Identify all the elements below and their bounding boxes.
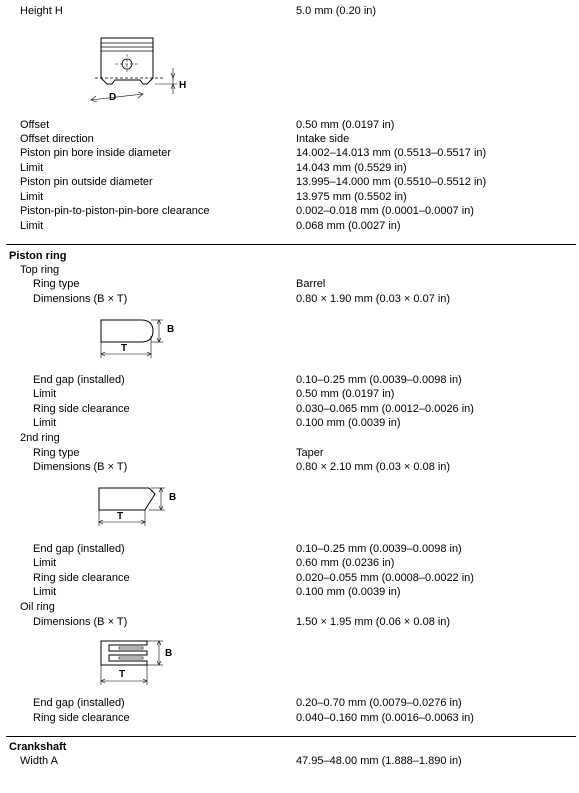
spec-label: Dimensions (B × T) [33, 461, 128, 473]
dimension-b-label: B [167, 324, 175, 335]
spec-value: 47.95–48.00 mm (1.888–1.890 in) [296, 755, 462, 767]
spec-value: 0.80 × 1.90 mm (0.03 × 0.07 in) [296, 293, 451, 305]
spec-label: Ring side clearance [33, 403, 130, 415]
subsection-title-2nd-ring: 2nd ring [20, 432, 60, 444]
spec-label: Limit [33, 557, 57, 569]
spec-value: 13.995–14.000 mm (0.5510–0.5512 in) [296, 176, 487, 188]
dimension-b-label: B [165, 648, 173, 659]
spec-value: 0.10–0.25 mm (0.0039–0.0098 in) [296, 543, 462, 555]
spec-value: 14.043 mm (0.5529 in) [296, 162, 407, 174]
spec-label: End gap (installed) [33, 374, 125, 386]
oil-ring-diagram [95, 637, 185, 689]
spec-label: Limit [20, 162, 44, 174]
dimension-t-label: T [121, 343, 128, 354]
dimension-h-label: H [179, 80, 187, 91]
subsection-title-oil-ring: Oil ring [20, 601, 55, 613]
spec-value: 14.002–14.013 mm (0.5513–0.5517 in) [296, 147, 487, 159]
spec-label: Dimensions (B × T) [33, 293, 128, 305]
spec-value: 0.80 × 2.10 mm (0.03 × 0.08 in) [296, 461, 451, 473]
spec-value: 0.10–0.25 mm (0.0039–0.0098 in) [296, 374, 462, 386]
section-title-crankshaft: Crankshaft [9, 741, 67, 753]
dimension-d-label: D [109, 92, 117, 103]
spec-label: Height H [20, 5, 63, 17]
spec-label: End gap (installed) [33, 543, 125, 555]
spec-label: Piston pin outside diameter [20, 176, 153, 188]
spec-label: Offset [20, 119, 50, 131]
spec-label: Limit [20, 191, 44, 203]
second-ring-diagram [93, 484, 183, 530]
spec-label: Limit [33, 388, 57, 400]
spec-label: Dimensions (B × T) [33, 616, 128, 628]
spec-value: 0.60 mm (0.0236 in) [296, 557, 395, 569]
spec-value: 0.20–0.70 mm (0.0079–0.0276 in) [296, 697, 462, 709]
spec-value: 0.030–0.065 mm (0.0012–0.0026 in) [296, 403, 474, 415]
spec-value: 13.975 mm (0.5502 in) [296, 191, 407, 203]
spec-value: Taper [296, 447, 324, 459]
spec-value: 0.068 mm (0.0027 in) [296, 220, 401, 232]
section-divider [6, 736, 576, 737]
spec-value: 5.0 mm (0.20 in) [296, 5, 377, 17]
section-divider [6, 244, 576, 245]
spec-label: Ring side clearance [33, 712, 130, 724]
section-title-piston-ring: Piston ring [9, 250, 67, 262]
spec-label: Ring type [33, 447, 80, 459]
spec-value: 0.100 mm (0.0039 in) [296, 417, 401, 429]
spec-value: Intake side [296, 133, 350, 145]
top-ring-diagram [95, 316, 185, 362]
spec-value: 0.50 mm (0.0197 in) [296, 119, 395, 131]
dimension-t-label: T [119, 669, 126, 680]
piston-diagram [85, 36, 195, 108]
spec-value: 0.020–0.055 mm (0.0008–0.0022 in) [296, 572, 474, 584]
spec-value: 0.50 mm (0.0197 in) [296, 388, 395, 400]
subsection-title-top-ring: Top ring [20, 264, 60, 276]
spec-label: Ring side clearance [33, 572, 130, 584]
spec-label: Width A [20, 755, 58, 767]
spec-value: 0.100 mm (0.0039 in) [296, 586, 401, 598]
spec-label: Ring type [33, 278, 80, 290]
spec-value: 0.040–0.160 mm (0.0016–0.0063 in) [296, 712, 474, 724]
dimension-b-label: B [169, 492, 177, 503]
spec-label: Limit [33, 417, 57, 429]
spec-label: Limit [33, 586, 57, 598]
spec-label: End gap (installed) [33, 697, 125, 709]
spec-label: Limit [20, 220, 44, 232]
spec-label: Offset direction [20, 133, 94, 145]
spec-label: Piston-pin-to-piston-pin-bore clearance [20, 205, 210, 217]
spec-value: 1.50 × 1.95 mm (0.06 × 0.08 in) [296, 616, 451, 628]
spec-value: Barrel [296, 278, 326, 290]
spec-value: 0.002–0.018 mm (0.0001–0.0007 in) [296, 205, 474, 217]
dimension-t-label: T [117, 511, 124, 522]
spec-label: Piston pin bore inside diameter [20, 147, 172, 159]
